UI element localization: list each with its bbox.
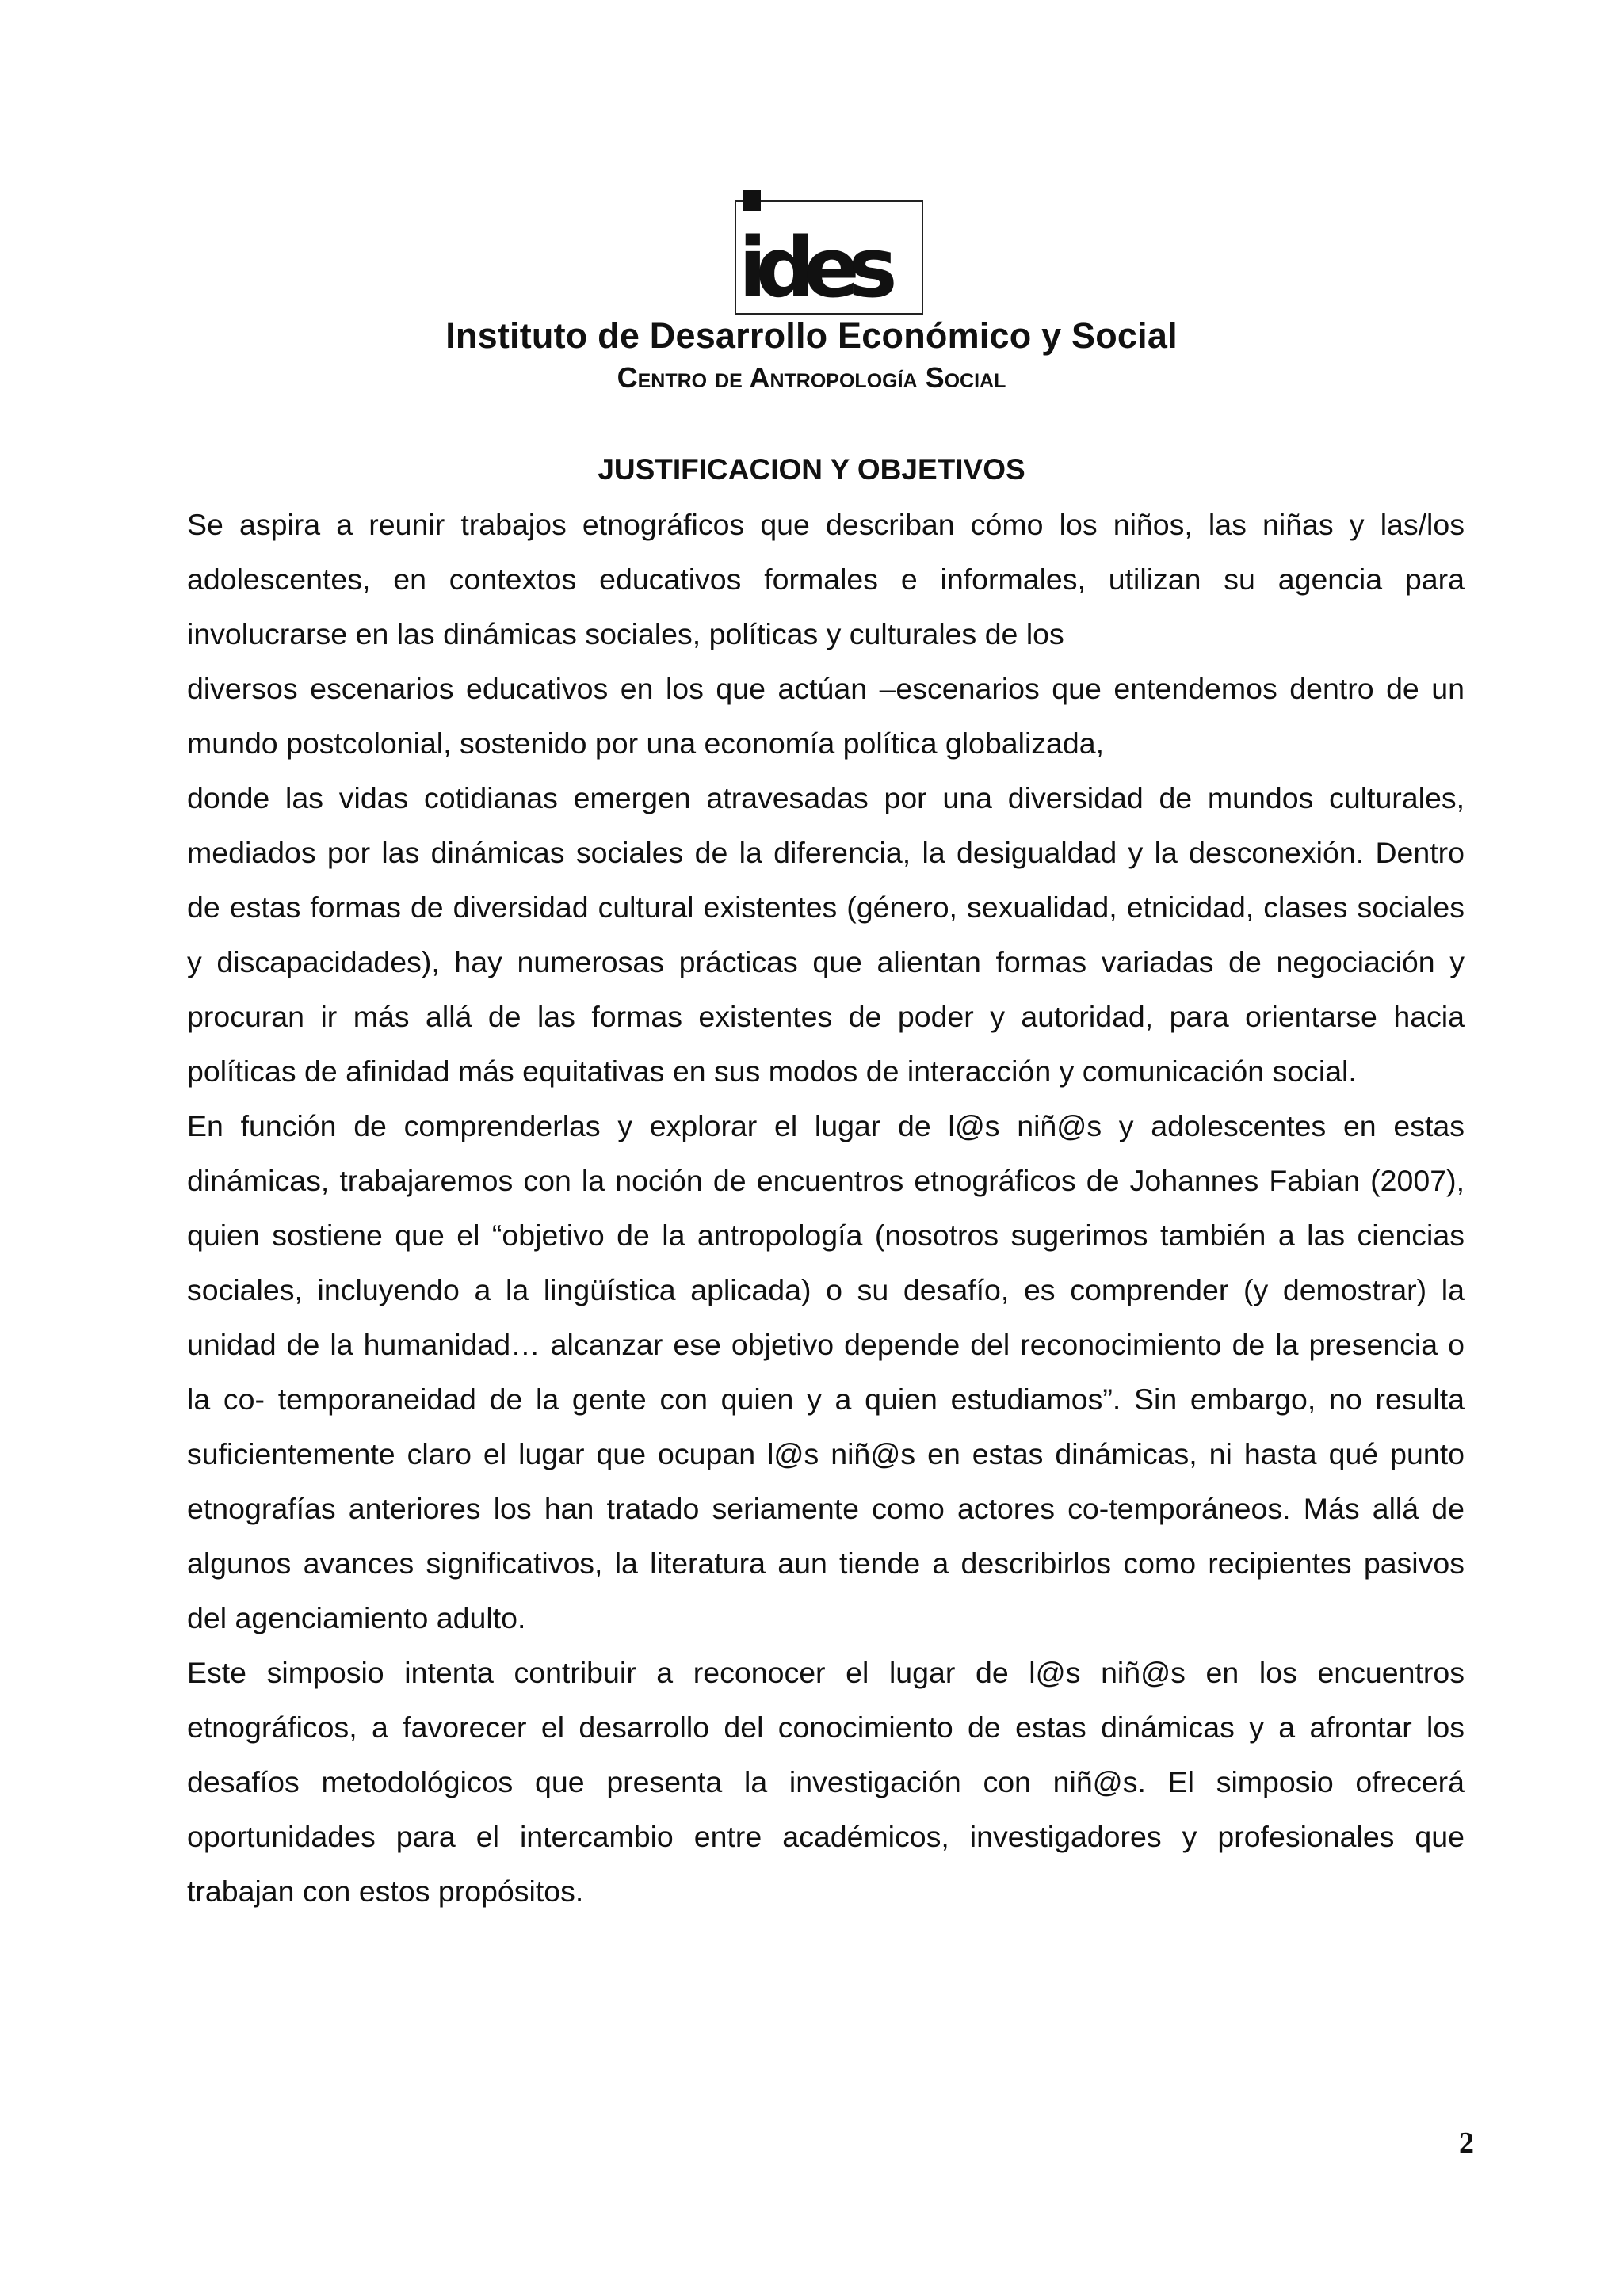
page-number: 2: [1459, 2126, 1474, 2160]
paragraph: En función de comprenderlas y explorar el lugar de l@s niñ@s y adolescentes en estas dinámicas, trabajaremos con la noción de encuentros etnográficos de Johannes Fabian (2007), quien sostiene que el “objetivo de la antropología (nosotros sugerimos también a las ciencias sociales, incluyendo a la lingüística aplicada) o su desafío, es comprender (y demostrar) la unidad de la humanidad… alcanzar ese objetivo depende del reconocimiento de la presencia o la co- temporaneidad de la gente con quien y a quien estudiamos”. Sin embargo, no resulta suficientemente claro el lugar que ocupan l@s niñ@s en estas dinámicas, ni hasta qué punto etnografías anteriores los han tratado seriamente como actores co-temporáneos. Más allá de algunos avances significativos, la literatura aun tiende a describirlos como recipientes pasivos del agenciamiento adulto.: [187, 1109, 1465, 1634]
section-title: JUSTIFICACION Y OBJETIVOS: [598, 453, 1025, 486]
body-text: [187, 498, 1465, 1919]
institute-name: Instituto de Desarrollo Económico y Social: [445, 315, 1178, 356]
paragraph: Se aspira a reunir trabajos etnográficos que describan cómo los niños, las niñas y las/los adolescentes, en contextos educativos formales e informales, utilizan su agencia para involucrarse en las dinámicas sociales, políticas y culturales de los: [187, 508, 1465, 650]
paragraph: diversos escenarios educativos en los que actúan –escenarios que entendemos dentro de un mundo postcolonial, sostenido por una economía política globalizada,: [187, 672, 1465, 760]
paragraph: donde las vidas cotidianas emergen atravesadas por una diversidad de mundos culturales, mediados por las dinámicas sociales de la diferencia, la desigualdad y la desconexión. Dentro de estas formas de diversidad cultural existentes (género, sexualidad, etnicidad, clases sociales y discapacidades), hay numerosas prácticas que alientan formas variadas de negociación y procuran ir más allá de las formas existentes de poder y autoridad, para orientarse hacia políticas de afinidad más equitativas en sus modos de interacción y comunicación social.: [187, 781, 1465, 1088]
svg-text:ides: ides: [739, 219, 887, 316]
ides-logo: [727, 187, 926, 317]
paragraph: Este simposio intenta contribuir a reconocer el lugar de l@s niñ@s en los encuentros etnográficos, a favorecer el desarrollo del conocimiento de estas dinámicas y a afrontar los desafíos metodológicos que presenta la investigación con niñ@s. El simposio ofrecerá oportunidades para el intercambio entre académicos, investigadores y profesionales que trabajan con estos propósitos.: [187, 1656, 1465, 1908]
center-name: Centro de Antropología Social: [617, 361, 1006, 394]
